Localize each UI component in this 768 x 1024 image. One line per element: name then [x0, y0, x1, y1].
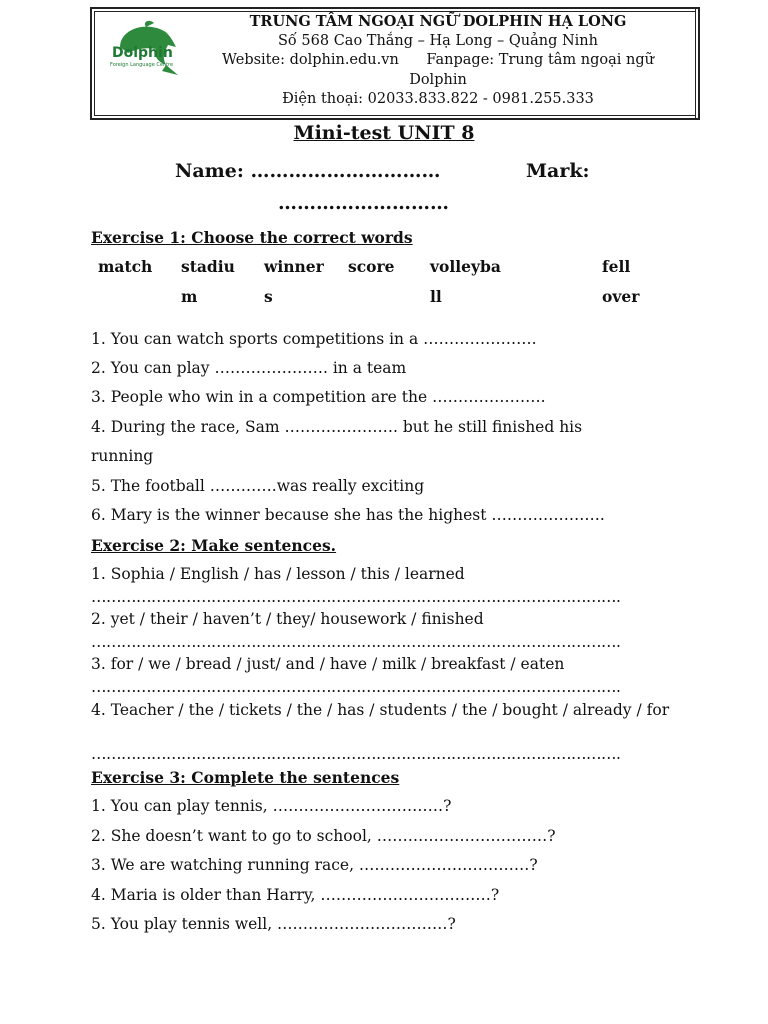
exercise3-item: 3. We are watching running race, ……………………………?: [91, 856, 538, 874]
word-bank-item: volleyba: [430, 257, 501, 276]
word-bank-item: s: [264, 287, 273, 306]
mark-dots: ………………………: [278, 192, 449, 214]
word-bank-item: winner: [264, 257, 324, 276]
answer-line: …………………………………………………………………………………………….: [91, 678, 621, 696]
exercise1-question: 1. You can watch sports competitions in a ………………….: [91, 330, 537, 348]
mark-label: Mark:: [526, 160, 590, 182]
header-box: [90, 7, 700, 120]
exercise1-question-cont: running: [91, 447, 154, 465]
header-info: [210, 12, 666, 110]
word-bank-item: m: [181, 287, 198, 306]
website-fanpage: Website: dolphin.edu.vn Fanpage: Trung tâm ngoại ngữ: [222, 52, 654, 68]
logo-text: Dolphin: [112, 45, 173, 61]
word-bank-item: over: [602, 287, 640, 306]
name-label: Name: …………………………: [175, 160, 441, 182]
word-bank-item: ll: [430, 287, 442, 306]
answer-line: …………………………………………………………………………………………….: [91, 633, 621, 651]
answer-line: …………………………………………………………………………………………….: [91, 588, 621, 606]
dolphin-logo: [106, 17, 184, 77]
word-bank-item: match: [98, 257, 153, 276]
exercise3-item: 5. You play tennis well, ……………………………?: [91, 915, 456, 933]
exercise3-item: 2. She doesn’t want to go to school, ……………………………?: [91, 827, 556, 845]
exercise3-item: 1. You can play tennis, ……………………………?: [91, 797, 452, 815]
answer-line: …………………………………………………………………………………………….: [91, 745, 621, 763]
word-bank-item: score: [348, 257, 395, 276]
exercise1-question: 5. The football ………….was really exciting: [91, 477, 425, 495]
exercise2-item: 4. Teacher / the / tickets / the / has / students / the / bought / already / for: [91, 701, 670, 719]
exercise1-question: 3. People who win in a competition are the ………………….: [91, 388, 546, 406]
word-bank-item: fell: [602, 257, 631, 276]
phone: Điện thoại: 02033.833.822 - 0981.255.333: [282, 91, 594, 107]
exercise1-question: 4. During the race, Sam …………………. but he still finished his: [91, 418, 583, 436]
exercise2-item: 2. yet / their / haven’t / they/ housework / finished: [91, 610, 484, 628]
exercise1-question: 2. You can play …………………. in a team: [91, 359, 407, 377]
exercise1-question: 6. Mary is the winner because she has the highest ………………….: [91, 506, 605, 524]
fanpage-continued: Dolphin: [409, 71, 467, 88]
word-bank-item: stadiu: [181, 257, 235, 276]
org-name: TRUNG TÂM NGOẠI NGỮ DOLPHIN HẠ LONG: [249, 13, 627, 30]
exercise2-item: 1. Sophia / English / has / lesson / this / learned: [91, 565, 465, 583]
exercise2-item: 3. for / we / bread / just/ and / have / milk / breakfast / eaten: [91, 655, 565, 673]
page-title: Mini-test UNIT 8: [293, 122, 475, 144]
exercise1-heading: Exercise 1: Choose the correct words: [91, 228, 413, 247]
name-mark-line: [175, 160, 590, 182]
exercise2-heading: Exercise 2: Make sentences.: [91, 536, 337, 555]
exercise3-heading: Exercise 3: Complete the sentences: [91, 768, 400, 787]
logo-subtext: Foreign Language Centre: [110, 62, 174, 68]
address: Số 568 Cao Thắng – Hạ Long – Quảng Ninh: [278, 32, 598, 49]
exercise3-item: 4. Maria is older than Harry, ……………………………?: [91, 886, 500, 904]
